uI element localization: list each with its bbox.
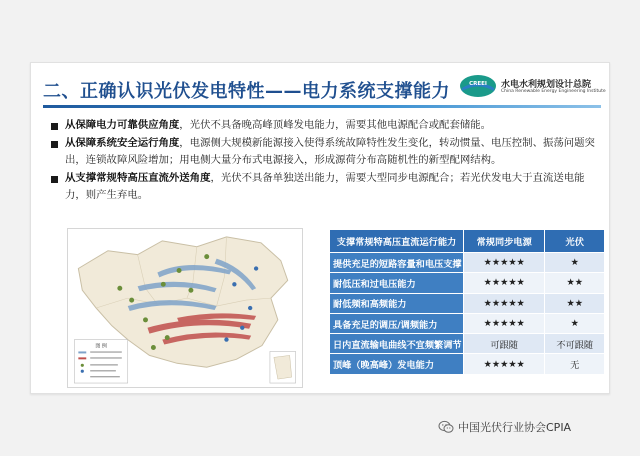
bullet-heading: 从支撑常规特高压直流外送角度 xyxy=(65,171,211,184)
sync-rating: ★★★★★ xyxy=(463,354,544,374)
table-row xyxy=(330,273,605,293)
row-label: 耐低压和过电压能力 xyxy=(330,273,464,293)
institute-name-cn: 水电水利规划设计总院 xyxy=(501,80,592,90)
table-header-row xyxy=(330,230,605,253)
pv-rating: 不可跟随 xyxy=(545,334,605,354)
bullet-heading: 从保障系统安全运行角度 xyxy=(65,136,180,149)
map-legend xyxy=(74,340,127,383)
pv-rating: ★ xyxy=(545,253,605,273)
table-row xyxy=(330,354,605,374)
bullet-heading: 从保障电力可靠供应角度 xyxy=(65,119,180,131)
bullet-square-icon xyxy=(51,141,58,148)
row-label: 提供充足的短路容量和电压支撑 xyxy=(330,253,464,273)
watermark-text: 中国光伏行业协会CPIA xyxy=(458,421,572,434)
bullet-text: ，光伏不具备单独送出能力，需要大型同步电源配合；若光伏发电大于直流送电能力，则产生弃电。 xyxy=(65,171,585,201)
pv-rating: ★ xyxy=(545,313,605,333)
title-divider xyxy=(43,105,601,108)
bullet-text: ，光伏不具备晚高峰顶峰发电能力，需要其他电源配合或配套储能。 xyxy=(179,119,492,131)
wechat-icon xyxy=(438,420,454,434)
sync-rating: ★★★★★ xyxy=(463,253,544,273)
pv-rating: 无 xyxy=(545,354,605,374)
power-transmission-map xyxy=(67,228,303,388)
bullet-text: ，电源侧大规模新能源接入使得系统故障特性发生变化，转动惯量、电压控制、振荡问题突出，连锁故障风险增加；用电侧大量分布式电源接入，形成源荷分布高随机性的新型配网结构。 xyxy=(65,136,595,166)
pv-rating: ★★ xyxy=(545,293,605,313)
slide-title: 二、正确认识光伏发电特性——电力系统支撑能力 xyxy=(43,81,450,102)
table-row xyxy=(330,334,605,354)
table-row xyxy=(330,253,605,273)
pv-rating: ★★ xyxy=(545,273,605,293)
institute-logo xyxy=(459,74,605,100)
bullet-item xyxy=(49,117,601,135)
table-header-capability: 支撑常规特高压直流运行能力 xyxy=(330,230,464,253)
sync-rating: 可跟随 xyxy=(463,334,544,354)
table-row xyxy=(330,313,605,333)
logo-mark-text: CREEI xyxy=(469,81,487,87)
institute-name-en: China Renewable Energy Engineering Institute xyxy=(501,89,606,94)
row-label: 耐低频和高频能力 xyxy=(330,293,464,313)
row-label: 具备充足的调压/调频能力 xyxy=(330,313,464,333)
bullet-list xyxy=(49,117,601,205)
table-row xyxy=(330,293,605,313)
bullet-square-icon xyxy=(51,123,58,130)
institute-logo-icon xyxy=(459,74,497,98)
table-header-sync: 常规同步电源 xyxy=(463,230,544,253)
bullet-square-icon xyxy=(51,176,58,183)
bullet-item xyxy=(49,135,601,170)
row-label: 日内直流输电曲线不宜频繁调节 xyxy=(330,334,464,354)
bullet-item xyxy=(49,170,601,205)
map-legend-title: 图 例 xyxy=(95,343,107,350)
row-label: 顶峰（晚高峰）发电能力 xyxy=(330,354,464,374)
sync-rating: ★★★★★ xyxy=(463,313,544,333)
capability-comparison-table xyxy=(329,229,605,375)
table-header-pv: 光伏 xyxy=(545,230,605,253)
sync-rating: ★★★★★ xyxy=(463,273,544,293)
sync-rating: ★★★★★ xyxy=(463,293,544,313)
slide xyxy=(30,62,610,394)
